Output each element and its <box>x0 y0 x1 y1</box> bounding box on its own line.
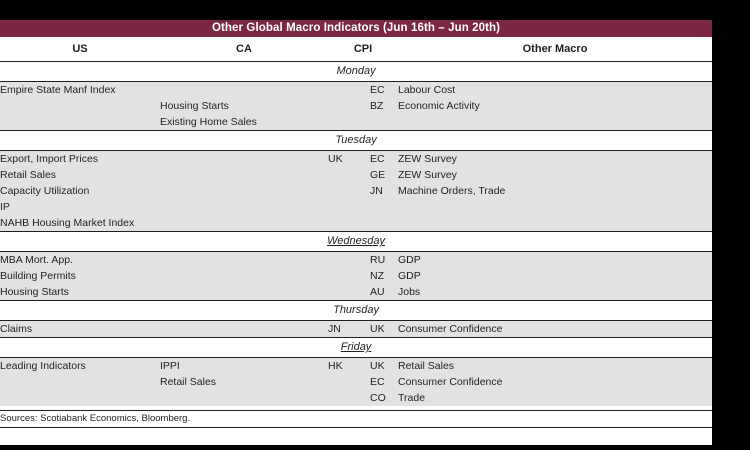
cell-macro-code <box>370 114 398 131</box>
table-row <box>0 114 712 131</box>
table-row <box>0 268 712 284</box>
cell-cpi <box>328 390 370 406</box>
table-row <box>0 183 712 199</box>
cell-us: IP <box>0 199 160 215</box>
cell-ca <box>160 268 328 284</box>
table-row <box>0 284 712 301</box>
day-label-thursday: Thursday <box>333 304 379 317</box>
table-row <box>0 98 712 114</box>
cell-macro: Economic Activity <box>398 98 712 114</box>
cell-us <box>0 374 160 390</box>
cell-ca <box>160 321 328 338</box>
cell-cpi: HK <box>328 358 370 375</box>
cell-ca <box>160 183 328 199</box>
cell-cpi <box>328 167 370 183</box>
table-row <box>0 252 712 269</box>
cell-ca <box>160 390 328 406</box>
column-header-ca: CA <box>160 37 328 62</box>
table-row <box>0 358 712 375</box>
cell-us: Export, Import Prices <box>0 151 160 168</box>
cell-macro-code: AU <box>370 284 398 301</box>
cell-macro-code <box>370 215 398 232</box>
cell-macro-code: CO <box>370 390 398 406</box>
day-label-wednesday: Wednesday <box>327 235 385 248</box>
day-label-tuesday: Tuesday <box>335 134 377 147</box>
source-row <box>0 411 712 428</box>
cell-macro-code: UK <box>370 321 398 338</box>
cell-cpi <box>328 199 370 215</box>
day-separator-tuesday <box>0 131 712 151</box>
cell-cpi: JN <box>328 321 370 338</box>
cell-us: MBA Mort. App. <box>0 252 160 269</box>
cell-macro: ZEW Survey <box>398 151 712 168</box>
cell-macro: Machine Orders, Trade <box>398 183 712 199</box>
cell-macro: ZEW Survey <box>398 167 712 183</box>
cell-macro: Consumer Confidence <box>398 321 712 338</box>
cell-us <box>0 390 160 406</box>
cell-cpi <box>328 183 370 199</box>
table-body <box>0 20 712 442</box>
macro-calendar-table-sheet <box>0 20 712 445</box>
cell-ca <box>160 215 328 232</box>
cell-macro: Retail Sales <box>398 358 712 375</box>
day-label-friday: Friday <box>340 341 372 354</box>
column-header-row <box>0 37 712 62</box>
cell-cpi <box>328 284 370 301</box>
cell-cpi <box>328 82 370 99</box>
day-separator-monday <box>0 62 712 82</box>
cell-us: Claims <box>0 321 160 338</box>
cell-macro <box>398 114 712 131</box>
cell-us <box>0 114 160 131</box>
cell-cpi <box>328 215 370 232</box>
cell-macro-code: BZ <box>370 98 398 114</box>
cell-cpi <box>328 268 370 284</box>
cell-ca <box>160 167 328 183</box>
table-row <box>0 199 712 215</box>
cell-ca <box>160 284 328 301</box>
cell-us: Building Permits <box>0 268 160 284</box>
cell-macro: Jobs <box>398 284 712 301</box>
cell-us: Retail Sales <box>0 167 160 183</box>
cell-ca <box>160 82 328 99</box>
cell-cpi: UK <box>328 151 370 168</box>
table-title: Other Global Macro Indicators (Jun 16th – Jun 20th) <box>0 20 712 37</box>
table-row <box>0 390 712 406</box>
cell-ca <box>160 199 328 215</box>
cell-us: Empire State Manf Index <box>0 82 160 99</box>
table-row <box>0 151 712 168</box>
cell-macro-code: EC <box>370 82 398 99</box>
cell-macro-code: UK <box>370 358 398 375</box>
cell-ca: Housing Starts <box>160 98 328 114</box>
day-label-monday: Monday <box>336 65 376 78</box>
cell-macro: Consumer Confidence <box>398 374 712 390</box>
cell-macro-code: GE <box>370 167 398 183</box>
cell-macro <box>398 199 712 215</box>
cell-ca <box>160 151 328 168</box>
cell-macro: Trade <box>398 390 712 406</box>
cell-macro: GDP <box>398 268 712 284</box>
day-separator-wednesday <box>0 232 712 252</box>
cell-macro-code: RU <box>370 252 398 269</box>
cell-ca: IPPI <box>160 358 328 375</box>
cell-ca <box>160 252 328 269</box>
macro-calendar-table <box>0 20 712 442</box>
cell-us: Leading Indicators <box>0 358 160 375</box>
cell-macro-code: NZ <box>370 268 398 284</box>
cell-ca: Retail Sales <box>160 374 328 390</box>
table-row <box>0 374 712 390</box>
cell-macro: GDP <box>398 252 712 269</box>
cell-macro-code: EC <box>370 151 398 168</box>
day-separator-thursday <box>0 301 712 321</box>
table-row <box>0 215 712 232</box>
cell-macro-code: EC <box>370 374 398 390</box>
table-footer-row <box>0 428 712 443</box>
table-title-row <box>0 20 712 37</box>
column-header-cpi: CPI <box>328 37 398 62</box>
day-separator-friday <box>0 338 712 358</box>
column-header-other-macro: Other Macro <box>398 37 712 62</box>
cell-cpi <box>328 374 370 390</box>
cell-cpi <box>328 114 370 131</box>
cell-ca: Existing Home Sales <box>160 114 328 131</box>
cell-us: Housing Starts <box>0 284 160 301</box>
column-header-us: US <box>0 37 160 62</box>
cell-macro-code: JN <box>370 183 398 199</box>
cell-cpi <box>328 252 370 269</box>
cell-us <box>0 98 160 114</box>
cell-cpi <box>328 98 370 114</box>
cell-us: NAHB Housing Market Index <box>0 215 160 232</box>
cell-us: Capacity Utilization <box>0 183 160 199</box>
cell-macro <box>398 215 712 232</box>
table-row <box>0 321 712 338</box>
table-row <box>0 82 712 99</box>
cell-macro-code <box>370 199 398 215</box>
cell-macro: Labour Cost <box>398 82 712 99</box>
source-note: Sources: Scotiabank Economics, Bloomberg. <box>0 411 712 428</box>
table-row <box>0 167 712 183</box>
